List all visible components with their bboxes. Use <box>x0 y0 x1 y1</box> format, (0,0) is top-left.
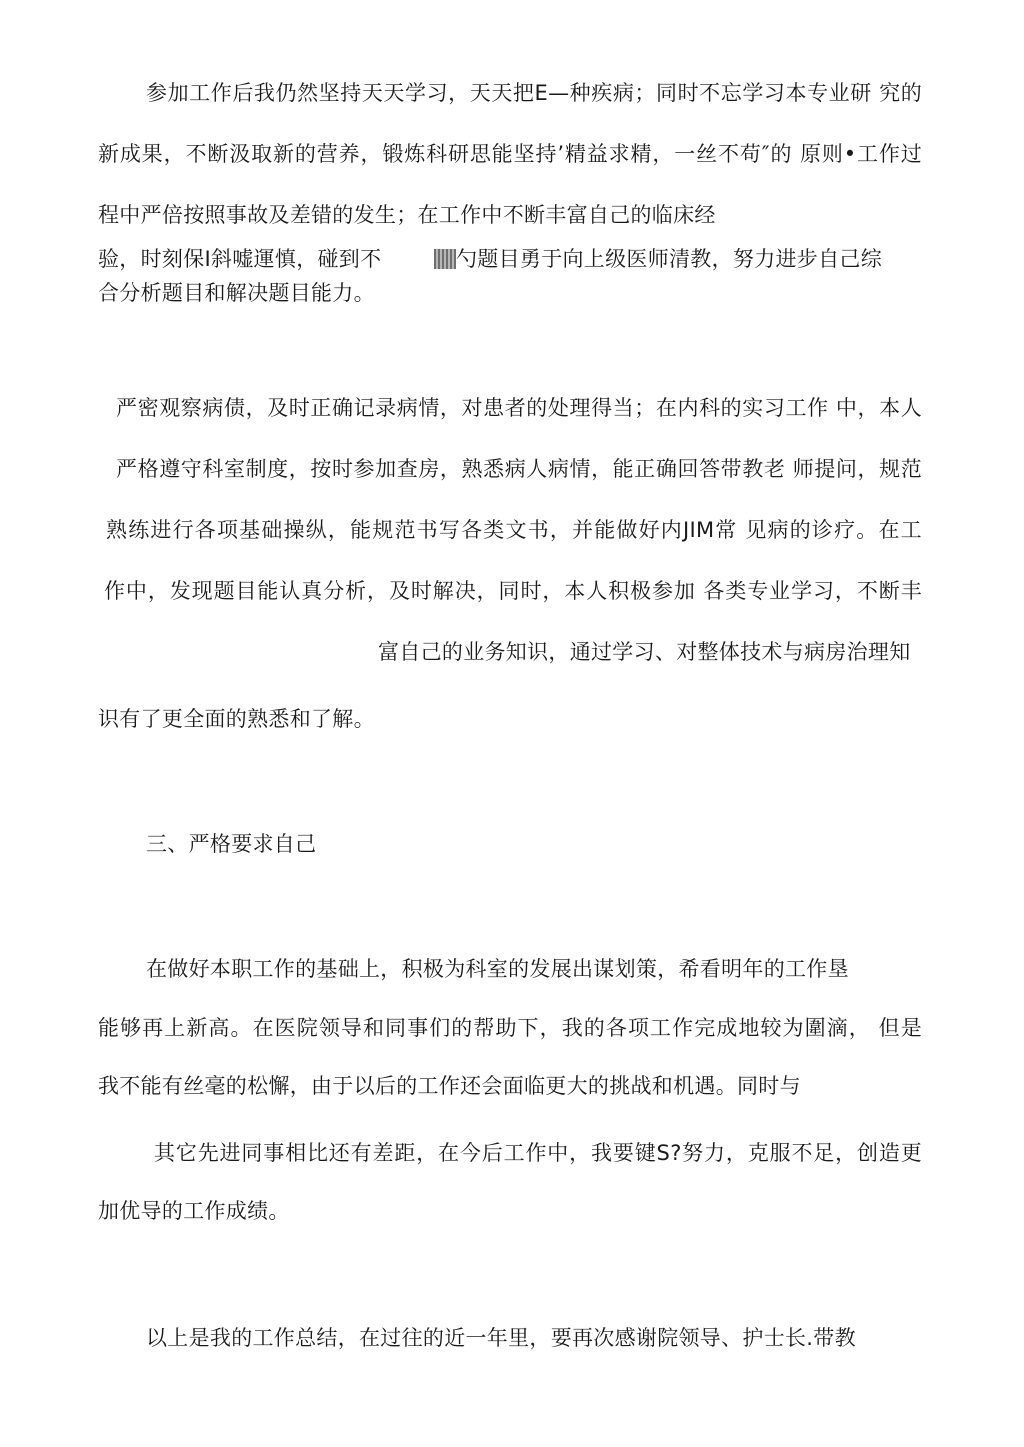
p2-line-1: 严密观察病债，及时正确记录病情，对患者的处理得当；在内科的实习工作 中，本人 <box>116 396 922 420</box>
p1-line-2: 新成果，不断汲取新的营养，锻炼科研思能坚持’精益求精，一丝不苟″的 原则•工作过 <box>98 142 922 166</box>
p2-line-6: 识有了更全面的熟悉和了解。 <box>98 707 375 731</box>
p2-line-3: 熟练进行各项基础操纵，能规范书写各类文书，并能做好内JIM常 见病的诊疗。在工 <box>106 518 922 542</box>
p1-line-4a: 验，时刻保I斜嘘運慎，碰到不 <box>98 247 382 271</box>
p2-line-5: 富自己的业务知识，通过学习、对整体技术与病房治理知 <box>378 640 911 664</box>
p4-line-1: 以上是我的工作总结，在过往的近一年里，要再次感谢院领导、护士长.带教 <box>146 1326 856 1350</box>
p3-line-5: 加优导的工作成绩。 <box>98 1199 290 1223</box>
section-heading-3: 三、严格要求自己 <box>146 832 317 856</box>
p1-line-5: 合分析题目和解决题目能力。 <box>98 281 375 305</box>
p3-line-3: 我不能有丝毫的松懈，由于以后的工作还会面临更大的挑战和机遇。同时与 <box>98 1074 801 1098</box>
p1-line-1: 参加工作后我仍然坚持天天学习，天天把E—种疾病；同时不忘学习本专业研 究的 <box>146 81 922 105</box>
p3-line-2: 能够再上新高。在医院领导和同事们的帮助下，我的各项工作完成地较为圍滴， 但是 <box>98 1016 922 1040</box>
p2-line-2: 严格遵守科室制度，按时参加查房，熟悉病人病情，能正确回答带教老 师提问，规范 <box>116 457 922 481</box>
smudged-glyph <box>434 249 456 269</box>
p3-line-4: 其它先进同事相比还有差距，在今后工作中，我要键S?努力，克服不足，创造更 <box>154 1141 922 1165</box>
p3-line-1: 在做好本职工作的基础上，积极为科室的发展出谋划策，希看明年的工作垦 <box>146 957 849 981</box>
p1-line-4b: 勺题目勇于向上级医师清教，努力进步自己综 <box>456 247 882 271</box>
p2-line-4: 作中，发现题目能认真分析，及时解决，同时，本人积极参加 各类专业学习，不断丰 <box>104 579 922 603</box>
p1-line-3: 程中严倍按照事故及差错的发生；在工作中不断丰富自己的临床经 <box>98 203 716 227</box>
